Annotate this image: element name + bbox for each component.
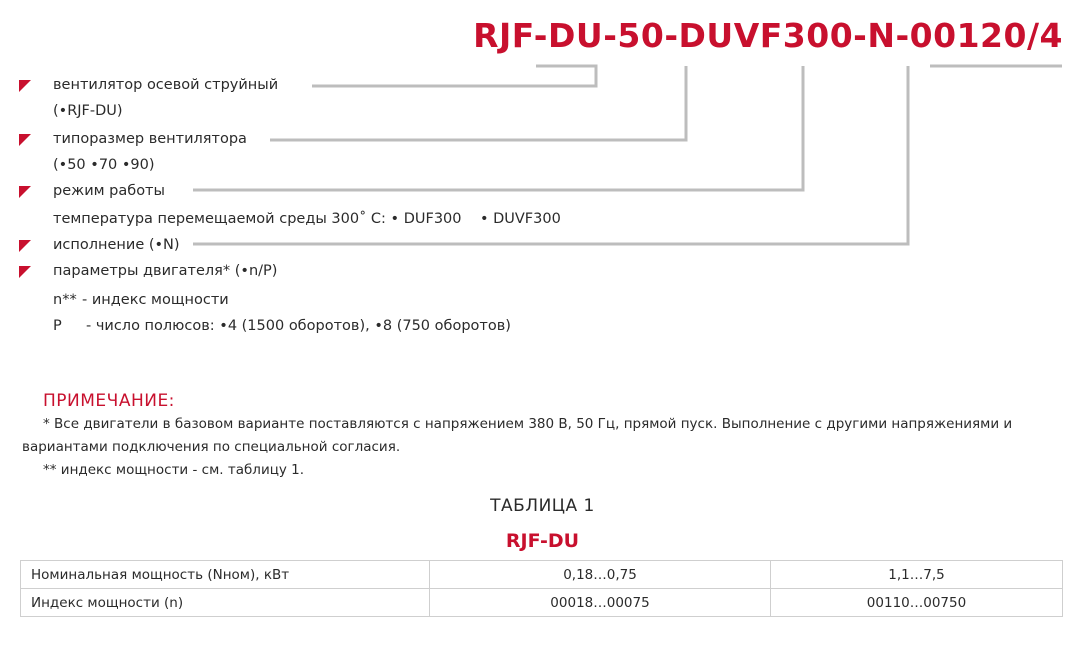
legend-label-motor: параметры двигателя* (•n/P) <box>53 263 278 279</box>
legend-detail-fan-type: (•RJF-DU) <box>53 103 123 119</box>
table-cell: Номинальная мощность (Nном), кВт <box>21 561 430 589</box>
note-title: ПРИМЕЧАНИЕ: <box>43 391 175 411</box>
note-line-3: ** индекс мощности - см. таблицу 1. <box>43 462 305 478</box>
table-row <box>21 561 1063 589</box>
table-title: ТАБЛИЦА 1 <box>490 496 595 516</box>
table-cell: 00018…00075 <box>430 589 771 617</box>
motor-param-n-key: n** <box>53 292 77 308</box>
note-line-1: * Все двигатели в базовом варианте поставляются с напряжением 380 В, 50 Гц, прямой пуск. Выполнение с другими напряжениями и <box>43 416 1013 432</box>
legend-label-fan-type: вентилятор осевой струйный <box>53 77 279 93</box>
power-table <box>20 560 1063 617</box>
bullet-marker-icon <box>19 266 31 278</box>
bullet-marker-icon <box>19 240 31 252</box>
model-code-title: RJF-DU-50-DUVF300-N-00120/4 <box>473 16 1063 55</box>
bullet-marker-icon <box>19 134 31 146</box>
connector-line-2 <box>270 66 686 140</box>
motor-param-p-key: P <box>53 318 62 334</box>
legend-label-fan-size: типоразмер вентилятора <box>53 131 247 147</box>
bullet-marker-icon <box>19 186 31 198</box>
motor-param-n-desc: - индекс мощности <box>82 292 229 308</box>
table-cell: 0,18…0,75 <box>430 561 771 589</box>
bullet-marker-icon <box>19 80 31 92</box>
note-line-2: вариантами подключения по специальной согласия. <box>22 439 401 455</box>
legend-detail-mode: температура перемещаемой среды 300˚ С: • DUF300 • DUVF300 <box>53 211 561 227</box>
legend-label-execution: исполнение (•N) <box>53 237 180 253</box>
table-subtitle: RJF-DU <box>505 530 580 552</box>
table-cell: Индекс мощности (n) <box>21 589 430 617</box>
table-cell: 1,1…7,5 <box>771 561 1063 589</box>
table-row <box>21 589 1063 617</box>
legend-label-mode: режим работы <box>53 183 165 199</box>
legend-detail-fan-size: (•50 •70 •90) <box>53 157 155 173</box>
motor-param-p-desc: - число полюсов: •4 (1500 оборотов), •8 (750 оборотов) <box>86 318 511 334</box>
table-cell: 00110…00750 <box>771 589 1063 617</box>
connector-line-1 <box>312 66 596 86</box>
